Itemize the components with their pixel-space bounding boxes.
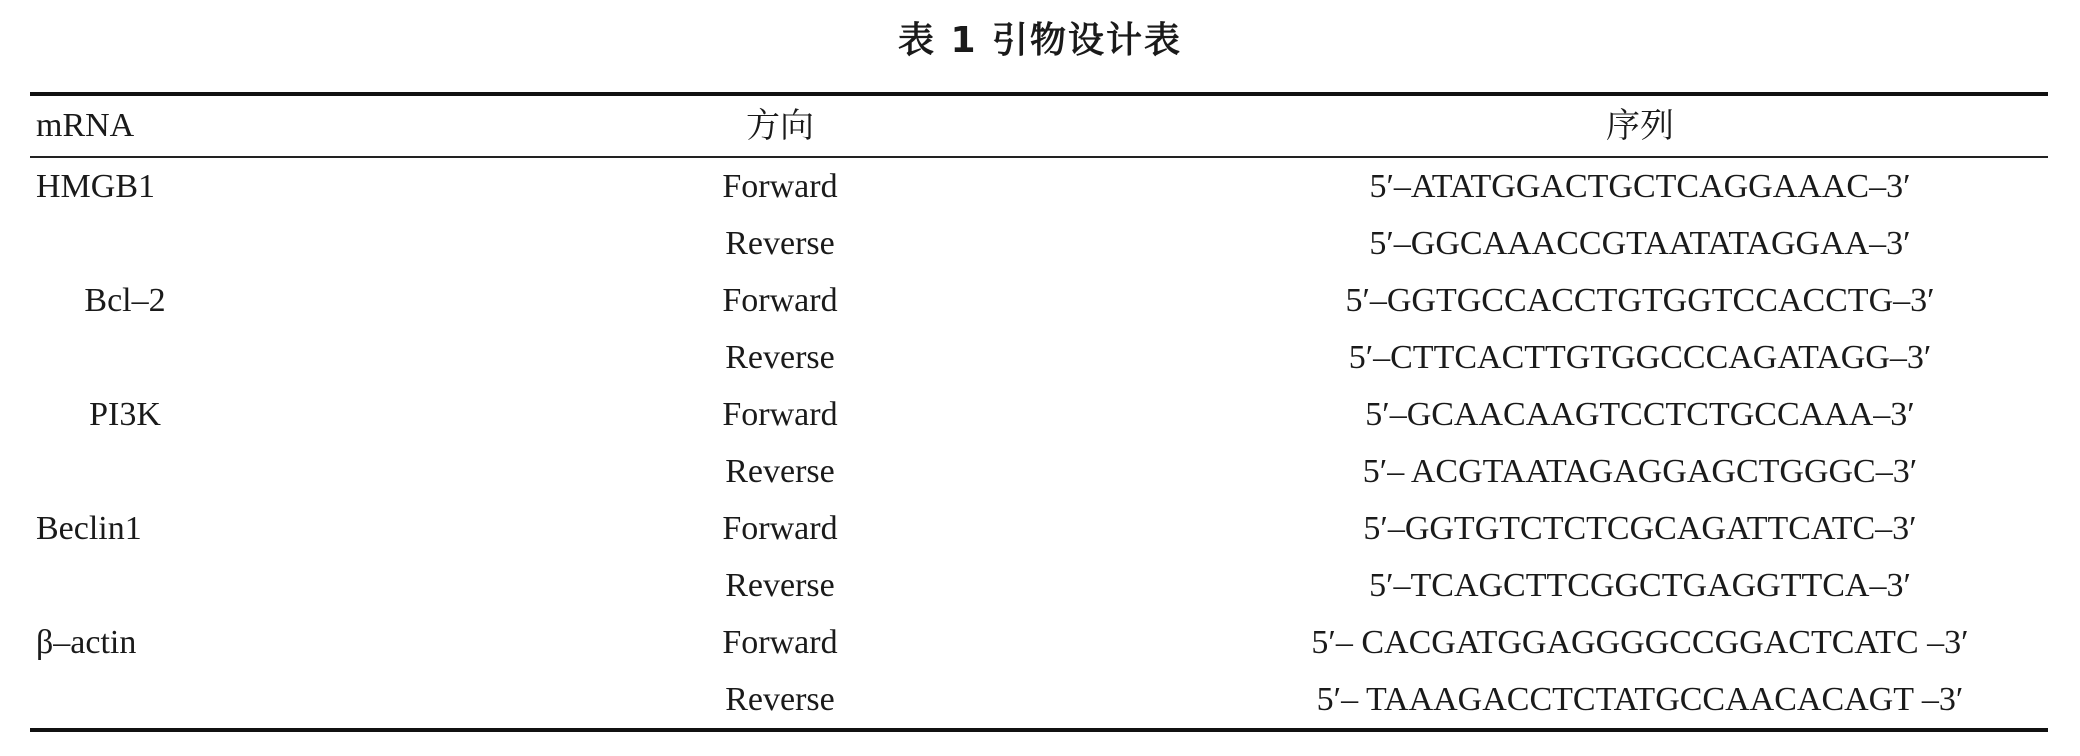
mrna-cell: HMGB1 — [36, 168, 156, 205]
mrna-cell: Bcl–2 — [84, 282, 166, 319]
header-sequence: 序列 — [1606, 106, 1674, 146]
mrna-cell: β–actin — [36, 624, 137, 661]
direction-cell: Forward — [722, 396, 838, 433]
direction-cell: Forward — [722, 624, 838, 661]
header-mrna: mRNA — [36, 107, 135, 144]
header-direction: 方向 — [746, 106, 814, 146]
sequence-cell: 5′–CTTCACTTGTGGCCCAGATAGG–3′ — [1348, 339, 1932, 376]
sequence-cell: 5′–GGTGTCTCTCGCAGATTCATC–3′ — [1363, 510, 1917, 547]
table-row — [30, 671, 2048, 728]
direction-cell: Reverse — [725, 453, 835, 490]
table-row — [30, 614, 2048, 671]
mrna-cell: Beclin1 — [36, 510, 142, 547]
mrna-cell: PI3K — [89, 396, 161, 433]
table-row — [30, 329, 2048, 386]
sequence-cell: 5′– ACGTAATAGAGGAGCTGGGC–3′ — [1362, 453, 1918, 490]
table-row — [30, 386, 2048, 443]
table-row — [30, 272, 2048, 329]
direction-cell: Forward — [722, 282, 838, 319]
primer-table — [30, 92, 2048, 732]
sequence-cell: 5′– CACGATGGAGGGGCCGGACTCATC –3′ — [1311, 624, 1969, 661]
direction-cell: Forward — [722, 510, 838, 547]
sequence-cell: 5′–ATATGGACTGCTCAGGAAAC–3′ — [1369, 168, 1911, 205]
table-row — [30, 443, 2048, 500]
direction-cell: Reverse — [725, 339, 835, 376]
direction-cell: Reverse — [725, 567, 835, 604]
sequence-cell: 5′–GGTGCCACCTGTGGTCCACCTG–3′ — [1345, 282, 1935, 319]
sequence-cell: 5′–TCAGCTTCGGCTGAGGTTCA–3′ — [1369, 567, 1911, 604]
direction-cell: Reverse — [725, 225, 835, 262]
direction-cell: Reverse — [725, 681, 835, 718]
sequence-cell: 5′–GCAACAAGTCCTCTGCCAAA–3′ — [1365, 396, 1915, 433]
direction-cell: Forward — [722, 168, 838, 205]
table-row — [30, 557, 2048, 614]
table-row — [30, 215, 2048, 272]
table-header-row — [30, 96, 2048, 158]
table-row — [30, 158, 2048, 215]
sequence-cell: 5′– TAAAGACCTCTATGCCAACACAGT –3′ — [1316, 681, 1964, 718]
sequence-cell: 5′–GGCAAACCGTAATATAGGAA–3′ — [1369, 225, 1911, 262]
table-row — [30, 500, 2048, 557]
table-title: 表 1 引物设计表 — [897, 20, 1183, 61]
